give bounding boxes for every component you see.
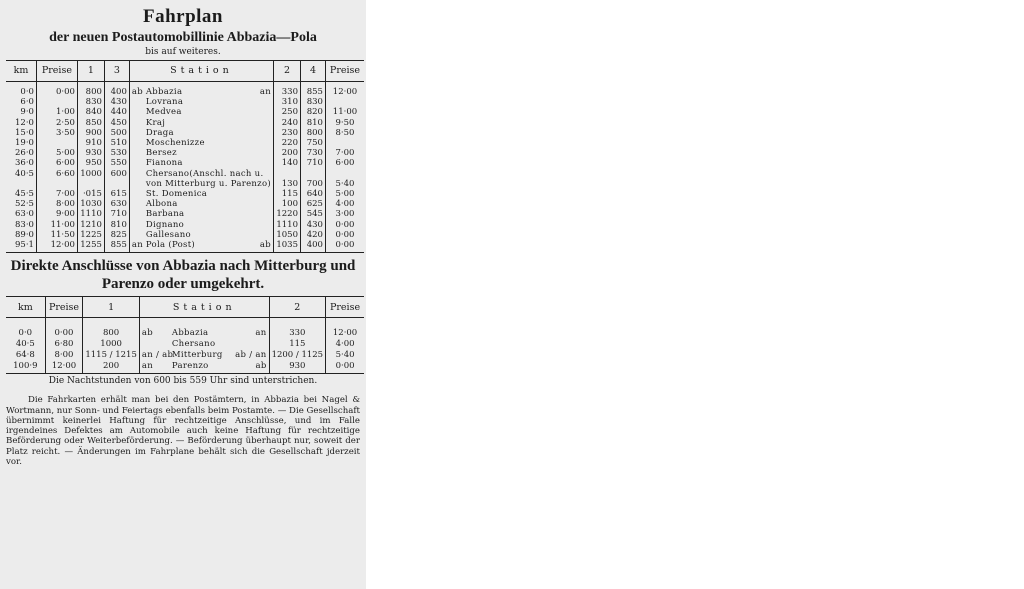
km-cell: 64·8 <box>6 350 45 361</box>
col-train-3: 3 <box>104 61 129 82</box>
time-cell: 1050 <box>274 230 301 240</box>
terms-paragraph: Die Fahrkarten erhält man bei den Postämtern, in Abbazia bei Nagel & Wortmann, nur Sonn- und Feiertags ebenfalls beim Postamte. — Die Gesellschaft übernimmt keinerlei Haftung für rechtzeitige Anschlüsse, und im Falle irgendeines Defektes am Automobile auch keine Haftung für rechtzeitige Beförderung oder Weiterbeförderung. — Beförderung überhaupt nur, soweit der Platz reicht. — Änderungen im Fahrplane behält sich die Gesellschaft jderzeit vor. <box>6 395 360 468</box>
time-cell: 640 <box>300 189 325 199</box>
direction-marker: an <box>255 328 267 339</box>
station-cell <box>139 318 269 340</box>
direction-marker: an / ab <box>141 350 174 361</box>
price-cell: 6·80 <box>45 339 83 350</box>
time-cell: 1000 <box>83 339 140 350</box>
time-cell: 930 <box>77 148 104 158</box>
time-cell: 730 <box>300 148 325 158</box>
station-cell <box>129 199 273 209</box>
time-cell: 240 <box>274 118 301 128</box>
connections-body <box>6 318 364 374</box>
price-cell: 11·00 <box>332 107 358 118</box>
col-km: km <box>6 61 36 82</box>
direction-marker: ab <box>259 240 271 251</box>
connection-row <box>6 350 364 361</box>
direction-marker: an <box>259 87 271 97</box>
station-name: Fianona <box>145 158 183 169</box>
time-cell: 810 <box>104 220 129 230</box>
time-cell: 430 <box>300 220 325 230</box>
time-cell: 430 <box>104 97 129 107</box>
station-name: Mitterburg <box>171 350 223 361</box>
price-cell: 6·00 <box>36 158 77 168</box>
time-cell: 330 <box>269 318 326 340</box>
price-cell: 2·50 <box>36 118 77 128</box>
time-cell: 615 <box>104 189 129 199</box>
time-cell: 100 <box>274 199 301 209</box>
price-cell: 8·00 <box>45 350 83 361</box>
col-price: Preise <box>45 297 83 318</box>
station-cell <box>129 189 273 199</box>
price-cell: 9·50 <box>335 117 355 128</box>
station-name: Pola (Post) <box>145 240 196 251</box>
time-cell: 330 <box>274 82 301 98</box>
col-train-1: 1 <box>77 61 104 82</box>
timetable-row <box>6 148 364 158</box>
km-cell: 26·0 <box>6 148 36 158</box>
km-cell: 12·0 <box>6 118 36 128</box>
time-cell: 230 <box>274 128 301 138</box>
timetable-row <box>6 220 364 230</box>
time-cell: 400 <box>104 82 129 98</box>
timetable-row <box>6 240 364 253</box>
price-cell: 12·00 <box>36 240 77 253</box>
time-cell: 855 <box>104 240 129 253</box>
price-cell: 5·00 <box>36 148 77 158</box>
station-name: Kraj <box>145 117 166 128</box>
time-cell: 1030 <box>77 199 104 209</box>
km-cell: 0·0 <box>6 82 36 98</box>
time-cell: 310 <box>274 97 301 107</box>
station-cell <box>129 118 273 128</box>
price-cell <box>325 138 364 148</box>
price-cell: 9·00 <box>36 209 77 219</box>
time-cell: 750 <box>300 138 325 148</box>
timetable-row <box>6 118 364 128</box>
time-cell: 840 <box>77 107 104 117</box>
price-cell <box>36 179 77 189</box>
col-station: Station <box>139 297 269 318</box>
price-cell: 0·00 <box>335 219 355 230</box>
timetable-row <box>6 128 364 138</box>
station-cell <box>129 220 273 230</box>
timetable-row <box>6 169 364 179</box>
km-cell: 52·5 <box>6 199 36 209</box>
km-cell: 45·5 <box>6 189 36 199</box>
col-price: Preise <box>36 61 77 82</box>
station-name: Chersano <box>171 339 216 350</box>
km-cell: 89·0 <box>6 230 36 240</box>
time-cell: 140 <box>274 158 301 168</box>
time-cell: 820 <box>300 107 325 117</box>
time-cell: 545 <box>300 209 325 219</box>
timetable-row <box>6 230 364 240</box>
price-cell: 5·40 <box>335 178 355 189</box>
station-cell <box>139 361 269 374</box>
time-cell: 500 <box>104 128 129 138</box>
station-cell <box>129 138 273 148</box>
connections-header <box>6 297 364 318</box>
station-cell <box>139 339 269 350</box>
station-name: Albona <box>145 199 178 210</box>
station-cell <box>129 97 273 107</box>
time-cell: 810 <box>300 118 325 128</box>
time-cell: 850 <box>77 118 104 128</box>
station-cell <box>129 82 273 98</box>
timetable-row <box>6 97 364 107</box>
km-cell: 19·0 <box>6 138 36 148</box>
main-timetable-header <box>6 61 364 82</box>
price-cell: 12·00 <box>45 361 83 374</box>
timetable-row <box>6 179 364 189</box>
price-cell: 4·00 <box>335 339 355 350</box>
price-cell: 11·00 <box>36 220 77 230</box>
time-cell: 130 <box>274 179 301 189</box>
connection-row <box>6 361 364 374</box>
time-cell: 1210 <box>77 220 104 230</box>
station-name: von Mitterburg u. Parenzo) <box>145 178 271 189</box>
station-cell <box>129 169 273 179</box>
col-train-2: 2 <box>274 61 301 82</box>
timetable-row <box>6 82 364 98</box>
time-cell: 200 <box>83 361 140 374</box>
price-cell: 11·50 <box>36 230 77 240</box>
direction-marker: ab <box>255 361 267 372</box>
station-cell <box>129 179 273 189</box>
time-cell: 1200 / 1125 <box>269 350 326 361</box>
timetable-row <box>6 199 364 209</box>
station-name: Abbazia <box>171 328 209 339</box>
time-cell: 510 <box>104 138 129 148</box>
page-title: Fahrplan <box>142 6 224 27</box>
col-train-2: 2 <box>269 297 326 318</box>
connection-row <box>6 339 364 350</box>
connection-row <box>6 318 364 340</box>
km-cell: 83·0 <box>6 220 36 230</box>
time-cell <box>274 169 301 179</box>
station-name: St. Domenica <box>145 189 208 200</box>
km-cell: 63·0 <box>6 209 36 219</box>
station-name: Parenzo <box>171 361 209 372</box>
station-cell <box>129 148 273 158</box>
price-cell: 8·00 <box>36 199 77 209</box>
time-cell: 800 <box>300 128 325 138</box>
time-cell: 710 <box>300 158 325 168</box>
time-cell: 800 <box>77 82 104 98</box>
col-km: km <box>6 297 45 318</box>
time-cell: 830 <box>77 97 104 107</box>
time-cell: 115 <box>274 189 301 199</box>
station-cell <box>129 128 273 138</box>
price-cell <box>36 138 77 148</box>
station-name: Chersano(Anschl. nach u. <box>145 168 264 179</box>
time-cell: ·015 <box>77 189 104 199</box>
station-name: Medvea <box>145 107 182 118</box>
time-cell: 950 <box>77 158 104 168</box>
station-cell <box>129 209 273 219</box>
station-cell <box>129 107 273 117</box>
time-cell <box>104 179 129 189</box>
price-cell: 8·50 <box>335 127 355 138</box>
time-cell: 220 <box>274 138 301 148</box>
station-name: Dignano <box>145 219 185 230</box>
time-cell: 830 <box>300 97 325 107</box>
price-cell: 12·00 <box>332 87 358 97</box>
price-cell: 0·00 <box>326 361 364 374</box>
time-cell: 1115 / 1215 <box>83 350 140 361</box>
station-cell <box>129 240 273 253</box>
timetable-row <box>6 107 364 117</box>
price-cell: 0·00 <box>325 240 364 253</box>
time-cell: 910 <box>77 138 104 148</box>
timetable-page <box>0 0 366 589</box>
time-cell: 800 <box>83 318 140 340</box>
timetable-row <box>6 158 364 168</box>
km-cell: 100·9 <box>6 361 45 374</box>
km-cell: 6·0 <box>6 97 36 107</box>
direction-marker: an <box>141 361 154 372</box>
time-cell: 1035 <box>274 240 301 253</box>
time-cell: 825 <box>104 230 129 240</box>
col-price-2: Preise <box>325 61 364 82</box>
price-cell: 7·00 <box>36 189 77 199</box>
time-cell: 400 <box>300 240 325 253</box>
price-cell: 6·60 <box>36 169 77 179</box>
station-name: Gallesano <box>145 229 191 240</box>
connections-timetable <box>6 296 364 374</box>
station-name: Moschenizze <box>145 138 205 149</box>
price-cell <box>325 97 364 107</box>
price-cell: 0·00 <box>36 82 77 98</box>
price-cell: 3·50 <box>36 128 77 138</box>
price-cell: 4·00 <box>335 199 355 210</box>
time-cell: 1255 <box>77 240 104 253</box>
km-cell: 40·5 <box>6 339 45 350</box>
price-cell: 0·00 <box>45 318 83 340</box>
time-cell: 930 <box>269 361 326 374</box>
km-cell: 36·0 <box>6 158 36 168</box>
col-train-1: 1 <box>83 297 140 318</box>
price-cell: 3·00 <box>335 209 355 220</box>
direction-marker: ab <box>131 87 143 97</box>
station-cell <box>129 230 273 240</box>
main-timetable-body <box>6 82 364 253</box>
time-cell <box>300 169 325 179</box>
time-cell: 625 <box>300 199 325 209</box>
time-cell: 1220 <box>274 209 301 219</box>
time-cell: 250 <box>274 107 301 117</box>
time-cell: 1000 <box>77 169 104 179</box>
station-name: Draga <box>145 127 174 138</box>
direction-marker: ab / an <box>235 350 267 361</box>
direction-marker: an <box>131 240 144 251</box>
timetable-row <box>6 189 364 199</box>
time-cell: 550 <box>104 158 129 168</box>
km-cell: 15·0 <box>6 128 36 138</box>
station-cell <box>129 158 273 168</box>
direction-marker: ab <box>141 328 153 339</box>
validity-note: bis auf weiteres. <box>145 47 221 57</box>
km-cell: 0·0 <box>6 318 45 340</box>
price-cell: 12·00 <box>332 328 358 339</box>
price-cell: 5·40 <box>335 350 355 361</box>
time-cell: 1225 <box>77 230 104 240</box>
time-cell <box>77 179 104 189</box>
timetable-row <box>6 138 364 148</box>
station-name: Lovrana <box>145 97 184 108</box>
time-cell: 900 <box>77 128 104 138</box>
col-price-2: Preise <box>326 297 364 318</box>
time-cell: 440 <box>104 107 129 117</box>
time-cell: 200 <box>274 148 301 158</box>
price-cell <box>36 97 77 107</box>
price-cell <box>325 169 364 179</box>
time-cell: 600 <box>104 169 129 179</box>
time-cell: 420 <box>300 230 325 240</box>
km-cell: 95·1 <box>6 240 36 253</box>
night-hours-note: Die Nachtstunden von 600 bis 559 Uhr sind unterstrichen. <box>48 376 318 387</box>
price-cell: 1·00 <box>36 107 77 117</box>
km-cell: 9·0 <box>6 107 36 117</box>
km-cell: 40·5 <box>6 169 36 179</box>
connections-heading: Direkte Anschlüsse von Abbazia nach Mitterburg und Parenzo oder umgekehrt. <box>10 258 356 293</box>
station-name: Abbazia <box>145 87 183 97</box>
col-train-4: 4 <box>300 61 325 82</box>
col-station: Station <box>129 61 273 82</box>
station-cell <box>139 350 269 361</box>
price-cell: 0·00 <box>335 229 355 240</box>
page-subtitle: der neuen Postautomobillinie Abbazia—Pola <box>49 30 317 45</box>
price-cell: 5·00 <box>335 189 355 200</box>
time-cell: 115 <box>269 339 326 350</box>
time-cell: 1110 <box>77 209 104 219</box>
time-cell: 700 <box>300 179 325 189</box>
price-cell: 7·00 <box>335 148 355 159</box>
price-cell: 6·00 <box>335 158 355 169</box>
time-cell: 530 <box>104 148 129 158</box>
time-cell: 710 <box>104 209 129 219</box>
km-cell <box>6 179 36 189</box>
time-cell: 1110 <box>274 220 301 230</box>
time-cell: 630 <box>104 199 129 209</box>
time-cell: 855 <box>300 82 325 98</box>
station-name: Barbana <box>145 209 185 220</box>
station-name: Bersez <box>145 148 177 159</box>
time-cell: 450 <box>104 118 129 128</box>
timetable-row <box>6 209 364 219</box>
main-timetable <box>6 60 364 253</box>
